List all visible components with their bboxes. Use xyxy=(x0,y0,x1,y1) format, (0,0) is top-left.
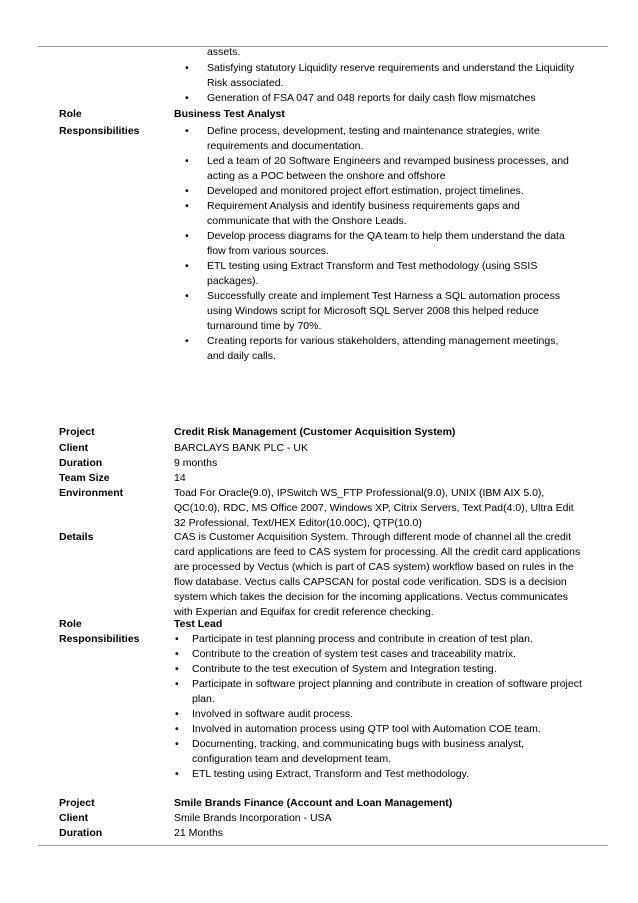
bullet-icon: • xyxy=(185,185,189,197)
bullet-icon: • xyxy=(175,723,179,735)
list-item: • Contribute to the creation of system test cases and traceability matrix. xyxy=(175,648,516,660)
project-label: Project xyxy=(59,797,95,809)
team-size-label: Team Size xyxy=(59,472,110,484)
role-value: Test Lead xyxy=(174,618,223,630)
list-item: • Participate in software project planning and contribute in creation of software project plan. xyxy=(175,678,582,705)
top-divider xyxy=(38,46,608,47)
list-item: • Participate in test planning process and contribute in creation of test plan. xyxy=(175,633,533,645)
client-value: Smile Brands Incorporation - USA xyxy=(174,812,332,824)
list-item: • Contribute to the test execution of System and Integration testing. xyxy=(175,663,497,675)
bullet-icon: • xyxy=(185,230,189,242)
bullet-icon: • xyxy=(175,708,179,720)
bullet-icon: • xyxy=(185,260,189,272)
bullet-icon: • xyxy=(175,678,179,690)
responsibilities-list xyxy=(175,632,582,782)
list-item: • Involved in software audit process. xyxy=(175,708,354,720)
bullet-icon: • xyxy=(175,663,179,675)
responsibilities-label: Responsibilities xyxy=(59,633,140,645)
list-item: • Documenting, tracking, and communicating bugs with business analyst, configuration team and development team. xyxy=(175,738,525,765)
bullet-icon: • xyxy=(175,648,179,660)
client-label: Client xyxy=(59,812,89,824)
duration-label: Duration xyxy=(59,827,103,839)
bullet-icon: • xyxy=(185,290,189,302)
bullet-icon: • xyxy=(185,200,189,212)
role-label: Role xyxy=(59,108,82,120)
list-item: • Creating reports for various stakeholders, attending management meetings, and daily calls. xyxy=(185,335,559,362)
list-item: • Successfully create and implement Test Harness a SQL automation process using Windows script for Microsoft SQL Server 2008 this helped reduce turnaround time by 70%. xyxy=(185,290,561,332)
list-item: • Develop process diagrams for the QA team to help them understand the data flow from various sources. xyxy=(185,230,565,257)
list-item: • Requirement Analysis and identify business requirements gaps and communicate that with the Onshore Leads. xyxy=(185,200,520,227)
previous-bullet-list xyxy=(185,61,577,106)
responsibilities-label: Responsibilities xyxy=(59,125,140,137)
bullet-icon: • xyxy=(185,92,189,104)
responsibilities-list xyxy=(185,124,577,364)
bullet-icon: • xyxy=(185,125,189,137)
bullet-icon: • xyxy=(185,155,189,167)
bottom-divider xyxy=(38,845,608,846)
environment-value: Toad For Oracle(9.0), IPSwitch WS_FTP Professional(9.0), UNIX (IBM AIX 5.0), QC(10.0), RDC, MS Office 2007, Windows XP, Citrix Servers, Text Pad(4.0), Ultra Edit 32 Professional, Text/HEX Editor(10.00C), QTP(10.0) xyxy=(174,487,574,529)
duration-label: Duration xyxy=(59,457,103,469)
bullet-icon: • xyxy=(185,335,189,347)
environment-label: Environment xyxy=(59,487,124,499)
duration-value: 21 Months xyxy=(174,827,224,839)
list-item: • Involved in automation process using QTP tool with Automation COE team. xyxy=(175,723,541,735)
client-value: BARCLAYS BANK PLC - UK xyxy=(174,442,309,454)
bullet-icon: • xyxy=(175,768,179,780)
duration-value: 9 months xyxy=(174,457,218,469)
list-item: • ETL testing using Extract, Transform and Test methodology. xyxy=(175,768,470,780)
list-item: • Generation of FSA 047 and 048 reports for daily cash flow mismatches xyxy=(185,92,536,104)
project-value: Credit Risk Management (Customer Acquisition System) xyxy=(174,426,456,438)
list-item: • Developed and monitored project effort estimation, project timelines. xyxy=(185,185,524,197)
team-size-value: 14 xyxy=(174,472,186,484)
project-value: Smile Brands Finance (Account and Loan Management) xyxy=(174,797,453,809)
list-item: • Define process, development, testing and maintenance strategies, write requirements and documentation. xyxy=(185,125,540,152)
details-value: CAS is Customer Acquisition System. Through different mode of channel all the credit card applications are feed to CAS system for processing. All the credit card applications are processed by Vectus (which is part of CAS system) workflow based on rules in the flow database. Vectus calls CAPSCAN for postal code verification. SDS is a decision system which takes the decision for the incoming applications. Vectus communicates with Experian and Equifax for credit reference checking. xyxy=(174,531,581,618)
bullet-icon: • xyxy=(185,62,189,74)
details-label: Details xyxy=(59,531,94,543)
bullet-icon: • xyxy=(175,633,179,645)
list-item: • Satisfying statutory Liquidity reserve requirements and understand the Liquidity Risk associated. xyxy=(185,62,575,89)
list-item: • ETL testing using Extract Transform and Test methodology (using SSIS packages). xyxy=(185,260,538,287)
role-value: Business Test Analyst xyxy=(174,108,285,120)
bullet-icon: • xyxy=(175,738,179,750)
project-label: Project xyxy=(59,426,95,438)
continued-text: assets. xyxy=(207,46,241,58)
role-label: Role xyxy=(59,618,82,630)
client-label: Client xyxy=(59,442,89,454)
list-item: • Led a team of 20 Software Engineers and revamped business processes, and acting as a POC between the onshore and offshore xyxy=(185,155,569,182)
